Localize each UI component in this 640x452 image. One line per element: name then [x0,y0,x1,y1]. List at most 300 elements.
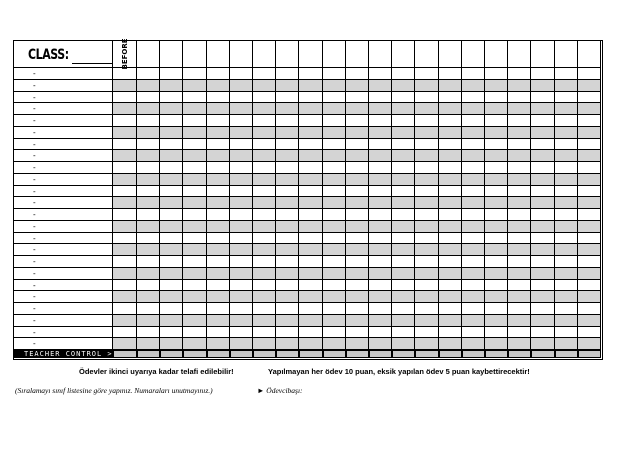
homework-check-cell[interactable] [183,197,206,209]
homework-check-cell[interactable] [346,92,369,104]
homework-check-cell[interactable] [369,244,392,256]
homework-check-cell[interactable] [531,127,554,139]
homework-check-cell[interactable] [392,291,415,303]
homework-check-cell[interactable] [578,186,601,198]
homework-check-cell[interactable] [230,291,253,303]
homework-check-cell[interactable] [346,315,369,327]
homework-check-cell[interactable] [369,162,392,174]
homework-check-cell[interactable] [531,92,554,104]
student-name-cell[interactable] [14,68,113,80]
homework-check-cell[interactable] [369,221,392,233]
homework-check-cell[interactable] [160,315,183,327]
homework-check-cell[interactable] [415,92,438,104]
homework-check-cell[interactable] [462,327,485,339]
student-name-cell[interactable] [14,291,113,303]
homework-check-cell[interactable] [160,127,183,139]
homework-check-cell[interactable] [276,327,299,339]
homework-check-cell[interactable] [207,103,230,115]
homework-check-cell[interactable] [183,139,206,151]
homework-check-cell[interactable] [253,115,276,127]
homework-check-cell[interactable] [555,115,578,127]
homework-check-cell[interactable] [555,256,578,268]
homework-check-cell[interactable] [323,174,346,186]
homework-check-cell[interactable] [160,115,183,127]
homework-check-cell[interactable] [578,209,601,221]
homework-check-cell[interactable] [299,244,322,256]
assignment-header-cell[interactable] [531,41,554,68]
homework-check-cell[interactable] [485,303,508,315]
homework-check-cell[interactable] [137,68,160,80]
homework-check-cell[interactable] [183,92,206,104]
student-name-cell[interactable] [14,92,113,104]
homework-check-cell[interactable] [508,68,531,80]
homework-check-cell[interactable] [299,327,322,339]
homework-check-cell[interactable] [323,291,346,303]
assignment-header-cell[interactable] [299,41,322,68]
homework-check-cell[interactable] [485,209,508,221]
homework-check-cell[interactable] [160,256,183,268]
homework-check-cell[interactable] [462,174,485,186]
homework-check-cell[interactable] [555,338,578,350]
homework-check-cell[interactable] [485,115,508,127]
homework-check-cell[interactable] [323,221,346,233]
homework-check-cell[interactable] [183,209,206,221]
homework-check-cell[interactable] [160,92,183,104]
homework-check-cell[interactable] [183,244,206,256]
homework-check-cell[interactable] [299,174,322,186]
homework-check-cell[interactable] [137,315,160,327]
student-name-cell[interactable] [14,186,113,198]
student-name-cell[interactable] [14,327,113,339]
homework-check-cell[interactable] [253,150,276,162]
homework-check-cell[interactable] [555,197,578,209]
teacher-control-cell[interactable] [439,350,462,358]
homework-check-cell[interactable] [392,115,415,127]
homework-check-cell[interactable] [323,127,346,139]
homework-check-cell[interactable] [485,280,508,292]
homework-check-cell[interactable] [392,280,415,292]
homework-check-cell[interactable] [253,280,276,292]
homework-check-cell[interactable] [323,338,346,350]
assignment-header-cell[interactable] [137,41,160,68]
homework-check-cell[interactable] [183,150,206,162]
homework-check-cell[interactable] [392,103,415,115]
class-name-blank[interactable] [72,63,112,64]
homework-check-cell[interactable] [531,338,554,350]
homework-check-cell[interactable] [253,197,276,209]
homework-check-cell[interactable] [230,68,253,80]
homework-check-cell[interactable] [439,315,462,327]
homework-check-cell[interactable] [462,186,485,198]
homework-check-cell[interactable] [160,280,183,292]
before-cell[interactable] [113,68,137,80]
homework-check-cell[interactable] [462,291,485,303]
homework-check-cell[interactable] [183,291,206,303]
homework-check-cell[interactable] [137,80,160,92]
homework-check-cell[interactable] [392,338,415,350]
homework-check-cell[interactable] [555,127,578,139]
homework-check-cell[interactable] [276,291,299,303]
homework-check-cell[interactable] [276,68,299,80]
teacher-control-cell[interactable] [531,350,554,358]
homework-check-cell[interactable] [555,186,578,198]
homework-check-cell[interactable] [276,244,299,256]
homework-check-cell[interactable] [276,209,299,221]
homework-check-cell[interactable] [160,338,183,350]
homework-check-cell[interactable] [346,256,369,268]
homework-check-cell[interactable] [508,327,531,339]
homework-check-cell[interactable] [485,174,508,186]
homework-check-cell[interactable] [531,174,554,186]
homework-check-cell[interactable] [253,209,276,221]
homework-check-cell[interactable] [346,197,369,209]
homework-check-cell[interactable] [160,209,183,221]
homework-check-cell[interactable] [253,186,276,198]
homework-check-cell[interactable] [392,92,415,104]
homework-check-cell[interactable] [392,139,415,151]
homework-check-cell[interactable] [531,115,554,127]
before-cell[interactable] [113,92,137,104]
assignment-header-cell[interactable] [369,41,392,68]
homework-check-cell[interactable] [207,127,230,139]
homework-check-cell[interactable] [299,139,322,151]
homework-check-cell[interactable] [531,280,554,292]
homework-check-cell[interactable] [230,280,253,292]
homework-check-cell[interactable] [555,209,578,221]
homework-check-cell[interactable] [230,209,253,221]
homework-check-cell[interactable] [369,174,392,186]
homework-check-cell[interactable] [369,209,392,221]
homework-check-cell[interactable] [578,127,601,139]
homework-check-cell[interactable] [207,303,230,315]
teacher-control-cell[interactable] [369,350,392,358]
homework-check-cell[interactable] [531,327,554,339]
homework-check-cell[interactable] [508,303,531,315]
homework-check-cell[interactable] [485,186,508,198]
homework-check-cell[interactable] [276,256,299,268]
homework-check-cell[interactable] [415,186,438,198]
homework-check-cell[interactable] [555,327,578,339]
homework-check-cell[interactable] [415,303,438,315]
homework-check-cell[interactable] [439,338,462,350]
homework-check-cell[interactable] [137,209,160,221]
homework-check-cell[interactable] [207,315,230,327]
homework-check-cell[interactable] [392,68,415,80]
homework-check-cell[interactable] [392,221,415,233]
homework-check-cell[interactable] [299,68,322,80]
homework-check-cell[interactable] [369,256,392,268]
homework-check-cell[interactable] [299,103,322,115]
homework-check-cell[interactable] [415,115,438,127]
before-cell[interactable] [113,291,137,303]
homework-check-cell[interactable] [207,244,230,256]
teacher-control-cell[interactable] [299,350,322,358]
homework-check-cell[interactable] [508,268,531,280]
homework-check-cell[interactable] [392,315,415,327]
homework-check-cell[interactable] [439,256,462,268]
homework-check-cell[interactable] [578,115,601,127]
homework-check-cell[interactable] [160,103,183,115]
homework-check-cell[interactable] [369,303,392,315]
homework-check-cell[interactable] [323,68,346,80]
homework-check-cell[interactable] [578,256,601,268]
homework-check-cell[interactable] [183,115,206,127]
teacher-control-cell[interactable] [276,350,299,358]
homework-check-cell[interactable] [346,209,369,221]
homework-check-cell[interactable] [555,280,578,292]
homework-check-cell[interactable] [508,280,531,292]
before-cell[interactable] [113,139,137,151]
before-cell[interactable] [113,103,137,115]
homework-check-cell[interactable] [230,115,253,127]
homework-check-cell[interactable] [323,233,346,245]
homework-check-cell[interactable] [230,244,253,256]
homework-check-cell[interactable] [253,268,276,280]
homework-check-cell[interactable] [137,162,160,174]
homework-check-cell[interactable] [508,291,531,303]
homework-check-cell[interactable] [369,197,392,209]
homework-check-cell[interactable] [207,280,230,292]
homework-check-cell[interactable] [462,280,485,292]
before-cell[interactable] [113,127,137,139]
homework-check-cell[interactable] [462,256,485,268]
teacher-control-cell[interactable] [253,350,276,358]
homework-check-cell[interactable] [137,150,160,162]
homework-check-cell[interactable] [578,280,601,292]
homework-check-cell[interactable] [578,162,601,174]
homework-check-cell[interactable] [230,150,253,162]
homework-check-cell[interactable] [346,186,369,198]
homework-check-cell[interactable] [578,174,601,186]
homework-check-cell[interactable] [531,197,554,209]
homework-check-cell[interactable] [230,80,253,92]
homework-check-cell[interactable] [439,162,462,174]
homework-check-cell[interactable] [137,244,160,256]
homework-check-cell[interactable] [230,233,253,245]
homework-check-cell[interactable] [230,103,253,115]
homework-check-cell[interactable] [299,80,322,92]
student-name-cell[interactable] [14,244,113,256]
homework-check-cell[interactable] [369,115,392,127]
homework-check-cell[interactable] [323,303,346,315]
homework-check-cell[interactable] [508,127,531,139]
homework-check-cell[interactable] [508,115,531,127]
homework-check-cell[interactable] [415,233,438,245]
homework-check-cell[interactable] [415,280,438,292]
homework-check-cell[interactable] [415,139,438,151]
homework-check-cell[interactable] [299,209,322,221]
homework-check-cell[interactable] [555,233,578,245]
homework-check-cell[interactable] [555,315,578,327]
homework-check-cell[interactable] [346,68,369,80]
homework-check-cell[interactable] [137,303,160,315]
homework-check-cell[interactable] [439,303,462,315]
homework-check-cell[interactable] [299,233,322,245]
homework-check-cell[interactable] [346,221,369,233]
before-cell[interactable] [113,244,137,256]
homework-check-cell[interactable] [462,209,485,221]
homework-check-cell[interactable] [183,280,206,292]
homework-check-cell[interactable] [299,303,322,315]
homework-check-cell[interactable] [230,92,253,104]
homework-check-cell[interactable] [276,150,299,162]
homework-check-cell[interactable] [531,186,554,198]
teacher-control-cell[interactable] [207,350,230,358]
homework-check-cell[interactable] [555,80,578,92]
student-name-cell[interactable] [14,221,113,233]
homework-check-cell[interactable] [323,244,346,256]
before-cell[interactable] [113,315,137,327]
homework-check-cell[interactable] [485,68,508,80]
homework-check-cell[interactable] [160,174,183,186]
student-name-cell[interactable] [14,268,113,280]
homework-check-cell[interactable] [253,303,276,315]
homework-check-cell[interactable] [253,174,276,186]
homework-check-cell[interactable] [415,197,438,209]
homework-check-cell[interactable] [578,150,601,162]
teacher-control-cell[interactable] [346,350,369,358]
homework-check-cell[interactable] [531,209,554,221]
homework-check-cell[interactable] [346,150,369,162]
homework-check-cell[interactable] [323,92,346,104]
student-name-cell[interactable] [14,280,113,292]
homework-check-cell[interactable] [323,327,346,339]
homework-check-cell[interactable] [439,197,462,209]
homework-check-cell[interactable] [462,338,485,350]
homework-check-cell[interactable] [392,244,415,256]
homework-check-cell[interactable] [462,68,485,80]
homework-check-cell[interactable] [253,256,276,268]
student-name-cell[interactable] [14,115,113,127]
homework-check-cell[interactable] [299,315,322,327]
homework-check-cell[interactable] [555,221,578,233]
homework-check-cell[interactable] [230,127,253,139]
assignment-header-cell[interactable] [415,41,438,68]
homework-check-cell[interactable] [555,291,578,303]
homework-check-cell[interactable] [485,139,508,151]
homework-check-cell[interactable] [531,150,554,162]
homework-check-cell[interactable] [183,233,206,245]
homework-check-cell[interactable] [276,268,299,280]
homework-check-cell[interactable] [462,197,485,209]
student-name-cell[interactable] [14,127,113,139]
homework-check-cell[interactable] [183,186,206,198]
homework-check-cell[interactable] [137,127,160,139]
homework-check-cell[interactable] [207,186,230,198]
homework-check-cell[interactable] [415,327,438,339]
teacher-control-cell[interactable] [578,350,601,358]
homework-check-cell[interactable] [555,92,578,104]
homework-check-cell[interactable] [183,103,206,115]
homework-check-cell[interactable] [207,162,230,174]
before-cell[interactable] [113,162,137,174]
homework-check-cell[interactable] [160,186,183,198]
homework-check-cell[interactable] [299,268,322,280]
homework-check-cell[interactable] [555,103,578,115]
homework-check-cell[interactable] [253,244,276,256]
before-cell[interactable] [113,80,137,92]
homework-check-cell[interactable] [299,256,322,268]
homework-check-cell[interactable] [415,174,438,186]
homework-check-cell[interactable] [137,186,160,198]
homework-check-cell[interactable] [392,327,415,339]
homework-check-cell[interactable] [392,303,415,315]
student-name-cell[interactable] [14,233,113,245]
homework-check-cell[interactable] [346,280,369,292]
homework-check-cell[interactable] [485,338,508,350]
homework-check-cell[interactable] [508,315,531,327]
homework-check-cell[interactable] [346,80,369,92]
homework-check-cell[interactable] [276,338,299,350]
homework-check-cell[interactable] [392,186,415,198]
homework-check-cell[interactable] [253,162,276,174]
homework-check-cell[interactable] [369,280,392,292]
homework-check-cell[interactable] [578,244,601,256]
homework-check-cell[interactable] [137,327,160,339]
teacher-control-cell[interactable] [160,350,183,358]
homework-check-cell[interactable] [392,150,415,162]
homework-check-cell[interactable] [183,256,206,268]
before-cell[interactable] [113,256,137,268]
homework-check-cell[interactable] [183,221,206,233]
before-cell[interactable] [113,221,137,233]
homework-check-cell[interactable] [531,103,554,115]
homework-check-cell[interactable] [439,115,462,127]
student-name-cell[interactable] [14,80,113,92]
homework-check-cell[interactable] [392,233,415,245]
homework-check-cell[interactable] [485,327,508,339]
homework-check-cell[interactable] [369,186,392,198]
homework-check-cell[interactable] [555,174,578,186]
homework-check-cell[interactable] [578,197,601,209]
homework-check-cell[interactable] [531,80,554,92]
homework-check-cell[interactable] [462,115,485,127]
homework-check-cell[interactable] [531,68,554,80]
student-name-cell[interactable] [14,209,113,221]
homework-check-cell[interactable] [207,256,230,268]
homework-check-cell[interactable] [392,174,415,186]
homework-check-cell[interactable] [160,139,183,151]
homework-check-cell[interactable] [369,150,392,162]
teacher-control-cell[interactable] [137,350,160,358]
teacher-control-cell[interactable] [230,350,253,358]
homework-check-cell[interactable] [253,68,276,80]
homework-check-cell[interactable] [253,221,276,233]
before-cell[interactable] [113,186,137,198]
homework-check-cell[interactable] [531,221,554,233]
homework-check-cell[interactable] [323,268,346,280]
homework-check-cell[interactable] [183,68,206,80]
homework-check-cell[interactable] [183,327,206,339]
homework-check-cell[interactable] [160,197,183,209]
homework-check-cell[interactable] [207,197,230,209]
homework-check-cell[interactable] [392,256,415,268]
homework-check-cell[interactable] [299,162,322,174]
homework-check-cell[interactable] [276,127,299,139]
before-cell[interactable] [113,209,137,221]
homework-check-cell[interactable] [531,291,554,303]
homework-check-cell[interactable] [392,268,415,280]
assignment-header-cell[interactable] [346,41,369,68]
homework-check-cell[interactable] [485,150,508,162]
homework-check-cell[interactable] [415,338,438,350]
homework-check-cell[interactable] [183,303,206,315]
homework-check-cell[interactable] [462,139,485,151]
homework-check-cell[interactable] [230,268,253,280]
homework-check-cell[interactable] [276,115,299,127]
homework-check-cell[interactable] [160,80,183,92]
homework-check-cell[interactable] [276,174,299,186]
